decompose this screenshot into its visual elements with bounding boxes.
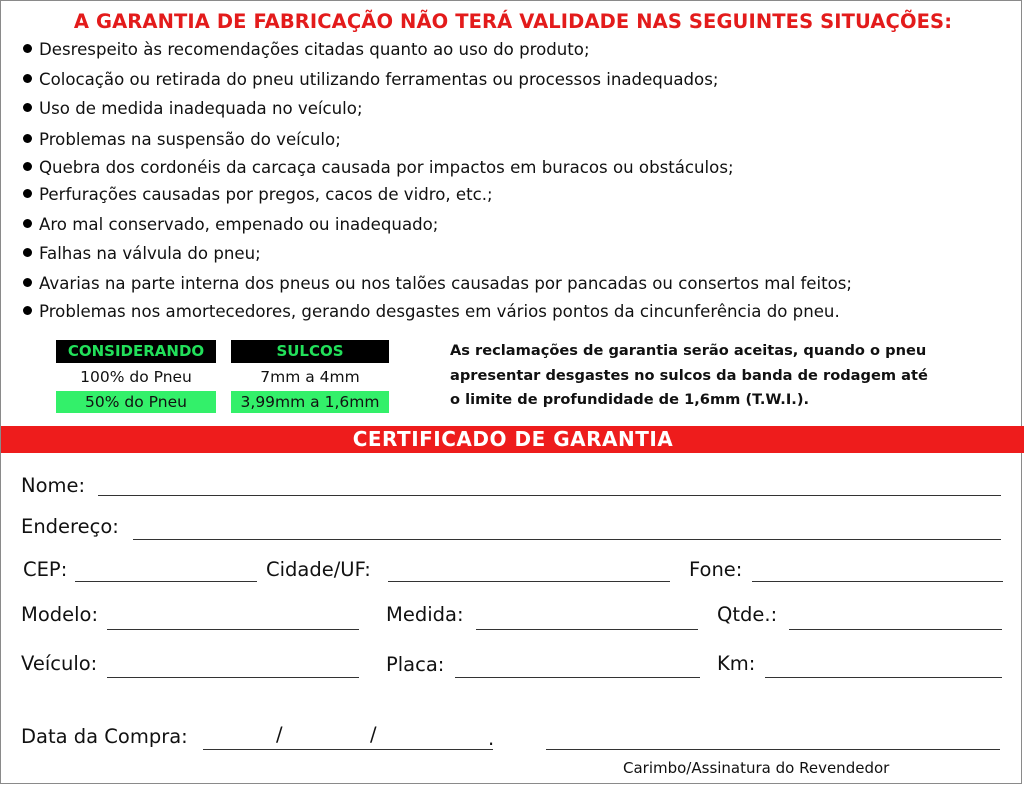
warning-title: A GARANTIA DE FABRICAÇÃO NÃO TERÁ VALIDADE NAS SEGUINTES SITUAÇÕES: [73,10,953,33]
table-cell: 7mm a 4mm [260,368,360,386]
cidade-label: Cidade/UF: [266,558,371,581]
data-compra-field[interactable] [203,749,493,750]
date-separator: / [276,723,283,746]
endereco-field[interactable] [133,539,1001,540]
claim-notice: As reclamações de garantia serão aceitas, quando o pneu apresentar desgastes no sulcos da banda de rodagem até o limite de profundidade de 1,6mm (T.W.I.). [450,342,928,408]
list-item: Problemas na suspensão do veículo; [23,130,341,149]
veiculo-label: Veículo: [21,652,98,675]
table-cell: 100% do Pneu [80,368,192,386]
nome-field[interactable] [98,495,1001,496]
bullet-icon [23,278,32,287]
bullet-icon [23,134,32,143]
table-header-considerando: CONSIDERANDO [56,340,216,363]
endereco-label: Endereço: [21,515,119,538]
list-item: Falhas na válvula do pneu; [23,244,261,263]
bullet-icon [23,189,32,198]
bullet-icon [23,306,32,315]
km-label: Km: [717,652,756,675]
placa-label: Placa: [386,653,445,676]
modelo-field[interactable] [107,629,359,630]
cep-field[interactable] [75,581,257,582]
bullet-icon [23,74,32,83]
fone-label: Fone: [689,558,743,581]
fone-field[interactable] [752,581,1003,582]
bullet-icon [23,219,32,228]
veiculo-field[interactable] [107,677,359,678]
bullet-icon [23,44,32,53]
signature-caption: Carimbo/Assinatura do Revendedor [623,759,890,777]
medida-field[interactable] [476,629,698,630]
table-cell: 50% do Pneu [56,391,216,413]
qtde-label: Qtde.: [717,603,778,626]
list-item: Perfurações causadas por pregos, cacos de vidro, etc.; [23,185,493,204]
date-separator: / [370,723,377,746]
bullet-icon [23,162,32,171]
medida-label: Medida: [386,603,464,626]
list-item: Quebra dos cordonéis da carcaça causada por impactos em buracos ou obstáculos; [23,158,734,177]
qtde-field[interactable] [789,629,1002,630]
nome-label: Nome: [21,474,86,497]
data-compra-label: Data da Compra: [21,725,188,748]
bullet-icon [23,248,32,257]
list-item: Aro mal conservado, empenado ou inadequado; [23,215,438,234]
list-item: Avarias na parte interna dos pneus ou nos talões causadas por pancadas ou consertos mal feitos; [23,274,852,293]
cidade-field[interactable] [388,581,670,582]
table-header-sulcos: SULCOS [231,340,389,363]
bullet-icon [23,103,32,112]
signature-line[interactable] [546,749,1000,750]
placa-field[interactable] [455,677,700,678]
list-item: Desrespeito às recomendações citadas quanto ao uso do produto; [23,40,590,59]
date-end-dot: . [488,727,495,750]
cep-label: CEP: [23,558,68,581]
table-cell: 3,99mm a 1,6mm [231,391,389,413]
list-item: Colocação ou retirada do pneu utilizando ferramentas ou processos inadequados; [23,70,718,89]
km-field[interactable] [765,677,1002,678]
list-item: Uso de medida inadequada no veículo; [23,99,363,118]
modelo-label: Modelo: [21,603,99,626]
certificate-title: CERTIFICADO DE GARANTIA [1,426,1024,453]
list-item: Problemas nos amortecedores, gerando desgastes em vários pontos da cincunferência do pneu. [23,302,840,321]
